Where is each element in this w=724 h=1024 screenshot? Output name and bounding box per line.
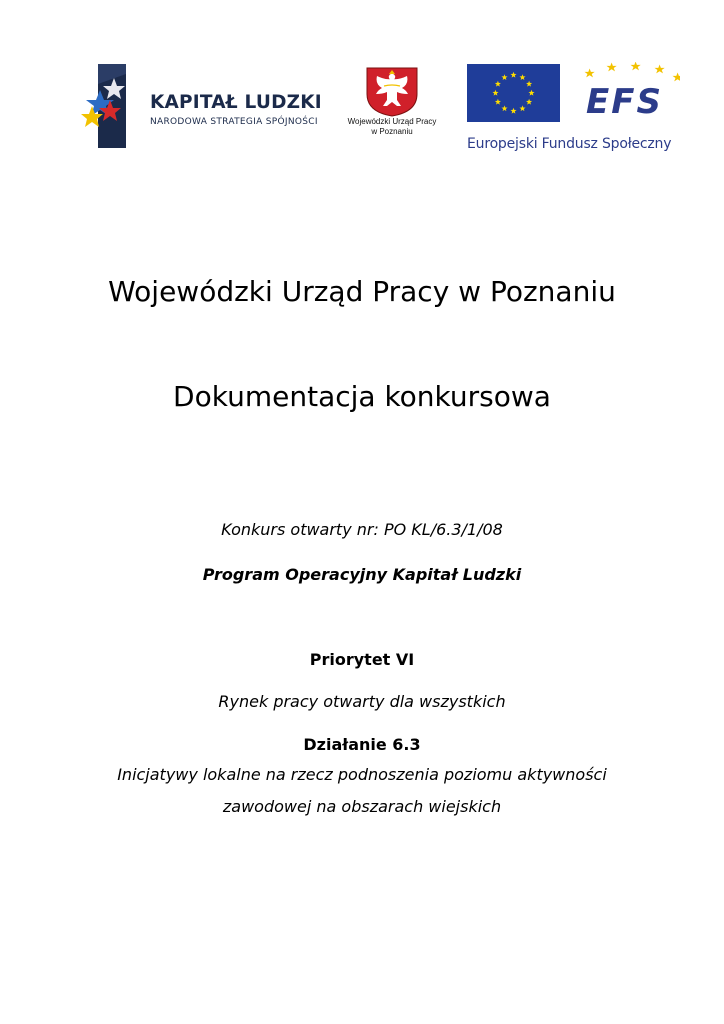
action-heading: Działanie 6.3 [303,735,421,754]
eagle-crest-icon [365,66,419,118]
kapital-ludzki-title: KAPITAŁ LUDZKI [150,92,322,113]
priority-name: Rynek pracy otwarty dla wszystkich [218,692,506,711]
document-title: Wojewódzki Urząd Pracy w Poznaniu [108,275,616,308]
action-name-line1: Inicjatywy lokalne na rzecz podnoszenia poziomu aktywności [117,765,607,784]
kapital-ludzki-subtitle: NARODOWA STRATEGIA SPÓJNOŚCI [150,117,318,127]
efs-caption: Europejski Fundusz Społeczny [467,136,672,152]
wup-caption [340,117,444,137]
wup-caption-line2: w Poznaniu [371,127,413,136]
competition-number: Konkurs otwarty nr: PO KL/6.3/1/08 [221,520,503,539]
wup-logo [340,62,444,142]
eu-flag-icon [467,64,560,122]
priority-heading: Priorytet VI [309,650,415,669]
wup-caption-line1: Wojewódzki Urząd Pracy [347,117,437,126]
kapital-ludzki-emblem-icon [80,64,150,148]
logo-header [0,0,724,170]
kapital-ludzki-logo [80,64,325,148]
efs-logo [580,62,680,124]
document-subtitle: Dokumentacja konkursowa [173,380,551,413]
program-name: Program Operacyjny Kapitał Ludzki [202,565,522,584]
efs-mark-text: EFS [586,82,663,122]
action-name-line2: zawodowej na obszarach wiejskich [222,797,502,816]
